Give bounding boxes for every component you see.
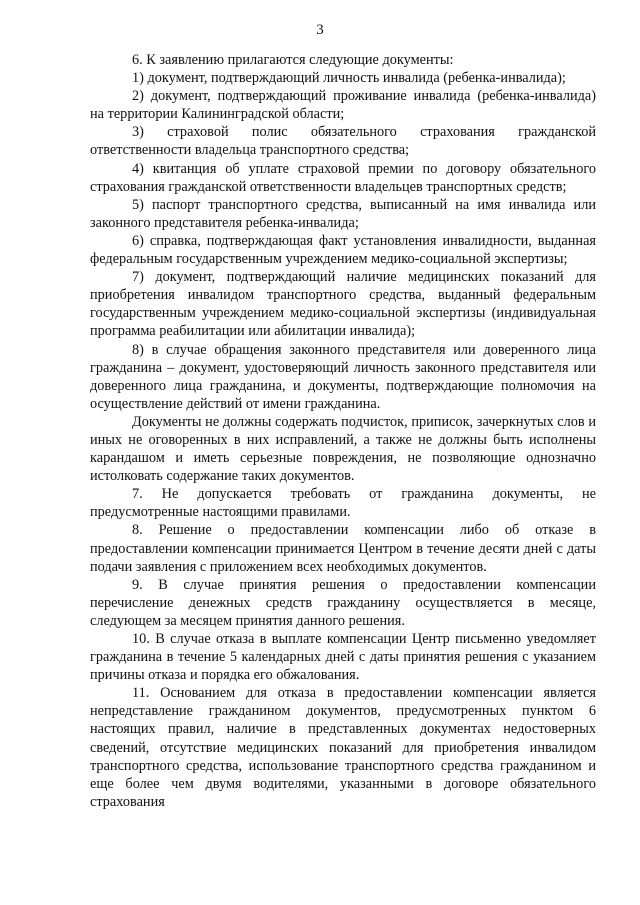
paragraph-section-6-intro: 6. К заявлению прилагаются следующие документы: xyxy=(132,52,454,68)
document-body xyxy=(90,51,596,811)
paragraph-section-11: 11. Основанием для отказа в предоставлении компенсации является непредставление гражданином документов, предусмотренных пунктом 6 настоящих правил, наличие в представленных документах недостоверных сведений, отсутствие медицинских показаний для приобретения инвалидом транспортного средства, использование транспортного средства гражданином и еще более чем двумя водителями, указанными в договоре обязательного страхования xyxy=(90,685,596,810)
paragraph-item-8: 8) в случае обращения законного представителя или доверенного лица гражданина – документ, удостоверяющий личность законного представителя или доверенного лица гражданина, и документы, подтверждающие полномочия на осуществление действий от имени гражданина. xyxy=(90,341,596,412)
paragraph-item-7: 7) документ, подтверждающий наличие медицинских показаний для приобретения инвалидом транспортного средства, выданный федеральным государственным учреждением медико-социальной экспертизы (индивидуальная программа реабилитации или абилитации инвалида); xyxy=(90,269,596,340)
paragraph-item-5: 5) паспорт транспортного средства, выписанный на имя инвалида или законного представителя ребенка-инвалида; xyxy=(90,196,596,231)
paragraph-section-7: 7. Не допускается требовать от гражданина документы, не предусмотренные настоящими правилами. xyxy=(90,486,596,521)
paragraph-item-4: 4) квитанция об уплате страховой премии по договору обязательного страхования гражданской ответственности владельцев транспортных средств; xyxy=(90,160,596,195)
page-number: 3 xyxy=(316,22,324,38)
paragraph-item-2: 2) документ, подтверждающий проживание инвалида (ребенка-инвалида) на территории Калининградской области; xyxy=(90,88,596,123)
paragraph-item-3: 3) страховой полис обязательного страхования гражданской ответственности владельца транспортного средства; xyxy=(90,124,596,159)
paragraph-item-6: 6) справка, подтверждающая факт установления инвалидности, выданная федеральным государственным учреждением медико-социальной экспертизы; xyxy=(90,232,596,268)
paragraph-section-9: 9. В случае принятия решения о предоставлении компенсации перечисление денежных средств гражданину осуществляется в месяце, следующем за месяцем принятия данного решения. xyxy=(90,576,596,629)
paragraph-section-10: 10. В случае отказа в выплате компенсации Центр письменно уведомляет гражданина в течение 5 календарных дней с даты принятия решения с указанием причины отказа и порядка его обжалования. xyxy=(90,631,596,684)
paragraph-item-1: 1) документ, подтверждающий личность инвалида (ребенка-инвалида); xyxy=(132,70,566,87)
paragraph-documents-requirements: Документы не должны содержать подчисток, приписок, зачеркнутых слов и иных не оговоренных в них исправлений, а также не должны быть исполнены карандашом и иметь серьезные повреждения, не позволяющие однозначно истолковать содержание таких документов. xyxy=(90,413,596,485)
paragraph-section-8: 8. Решение о предоставлении компенсации либо об отказе в предоставлении компенсации принимается Центром в течение десяти дней с даты подачи заявления с приложением всех необходимых документов. xyxy=(90,522,596,575)
